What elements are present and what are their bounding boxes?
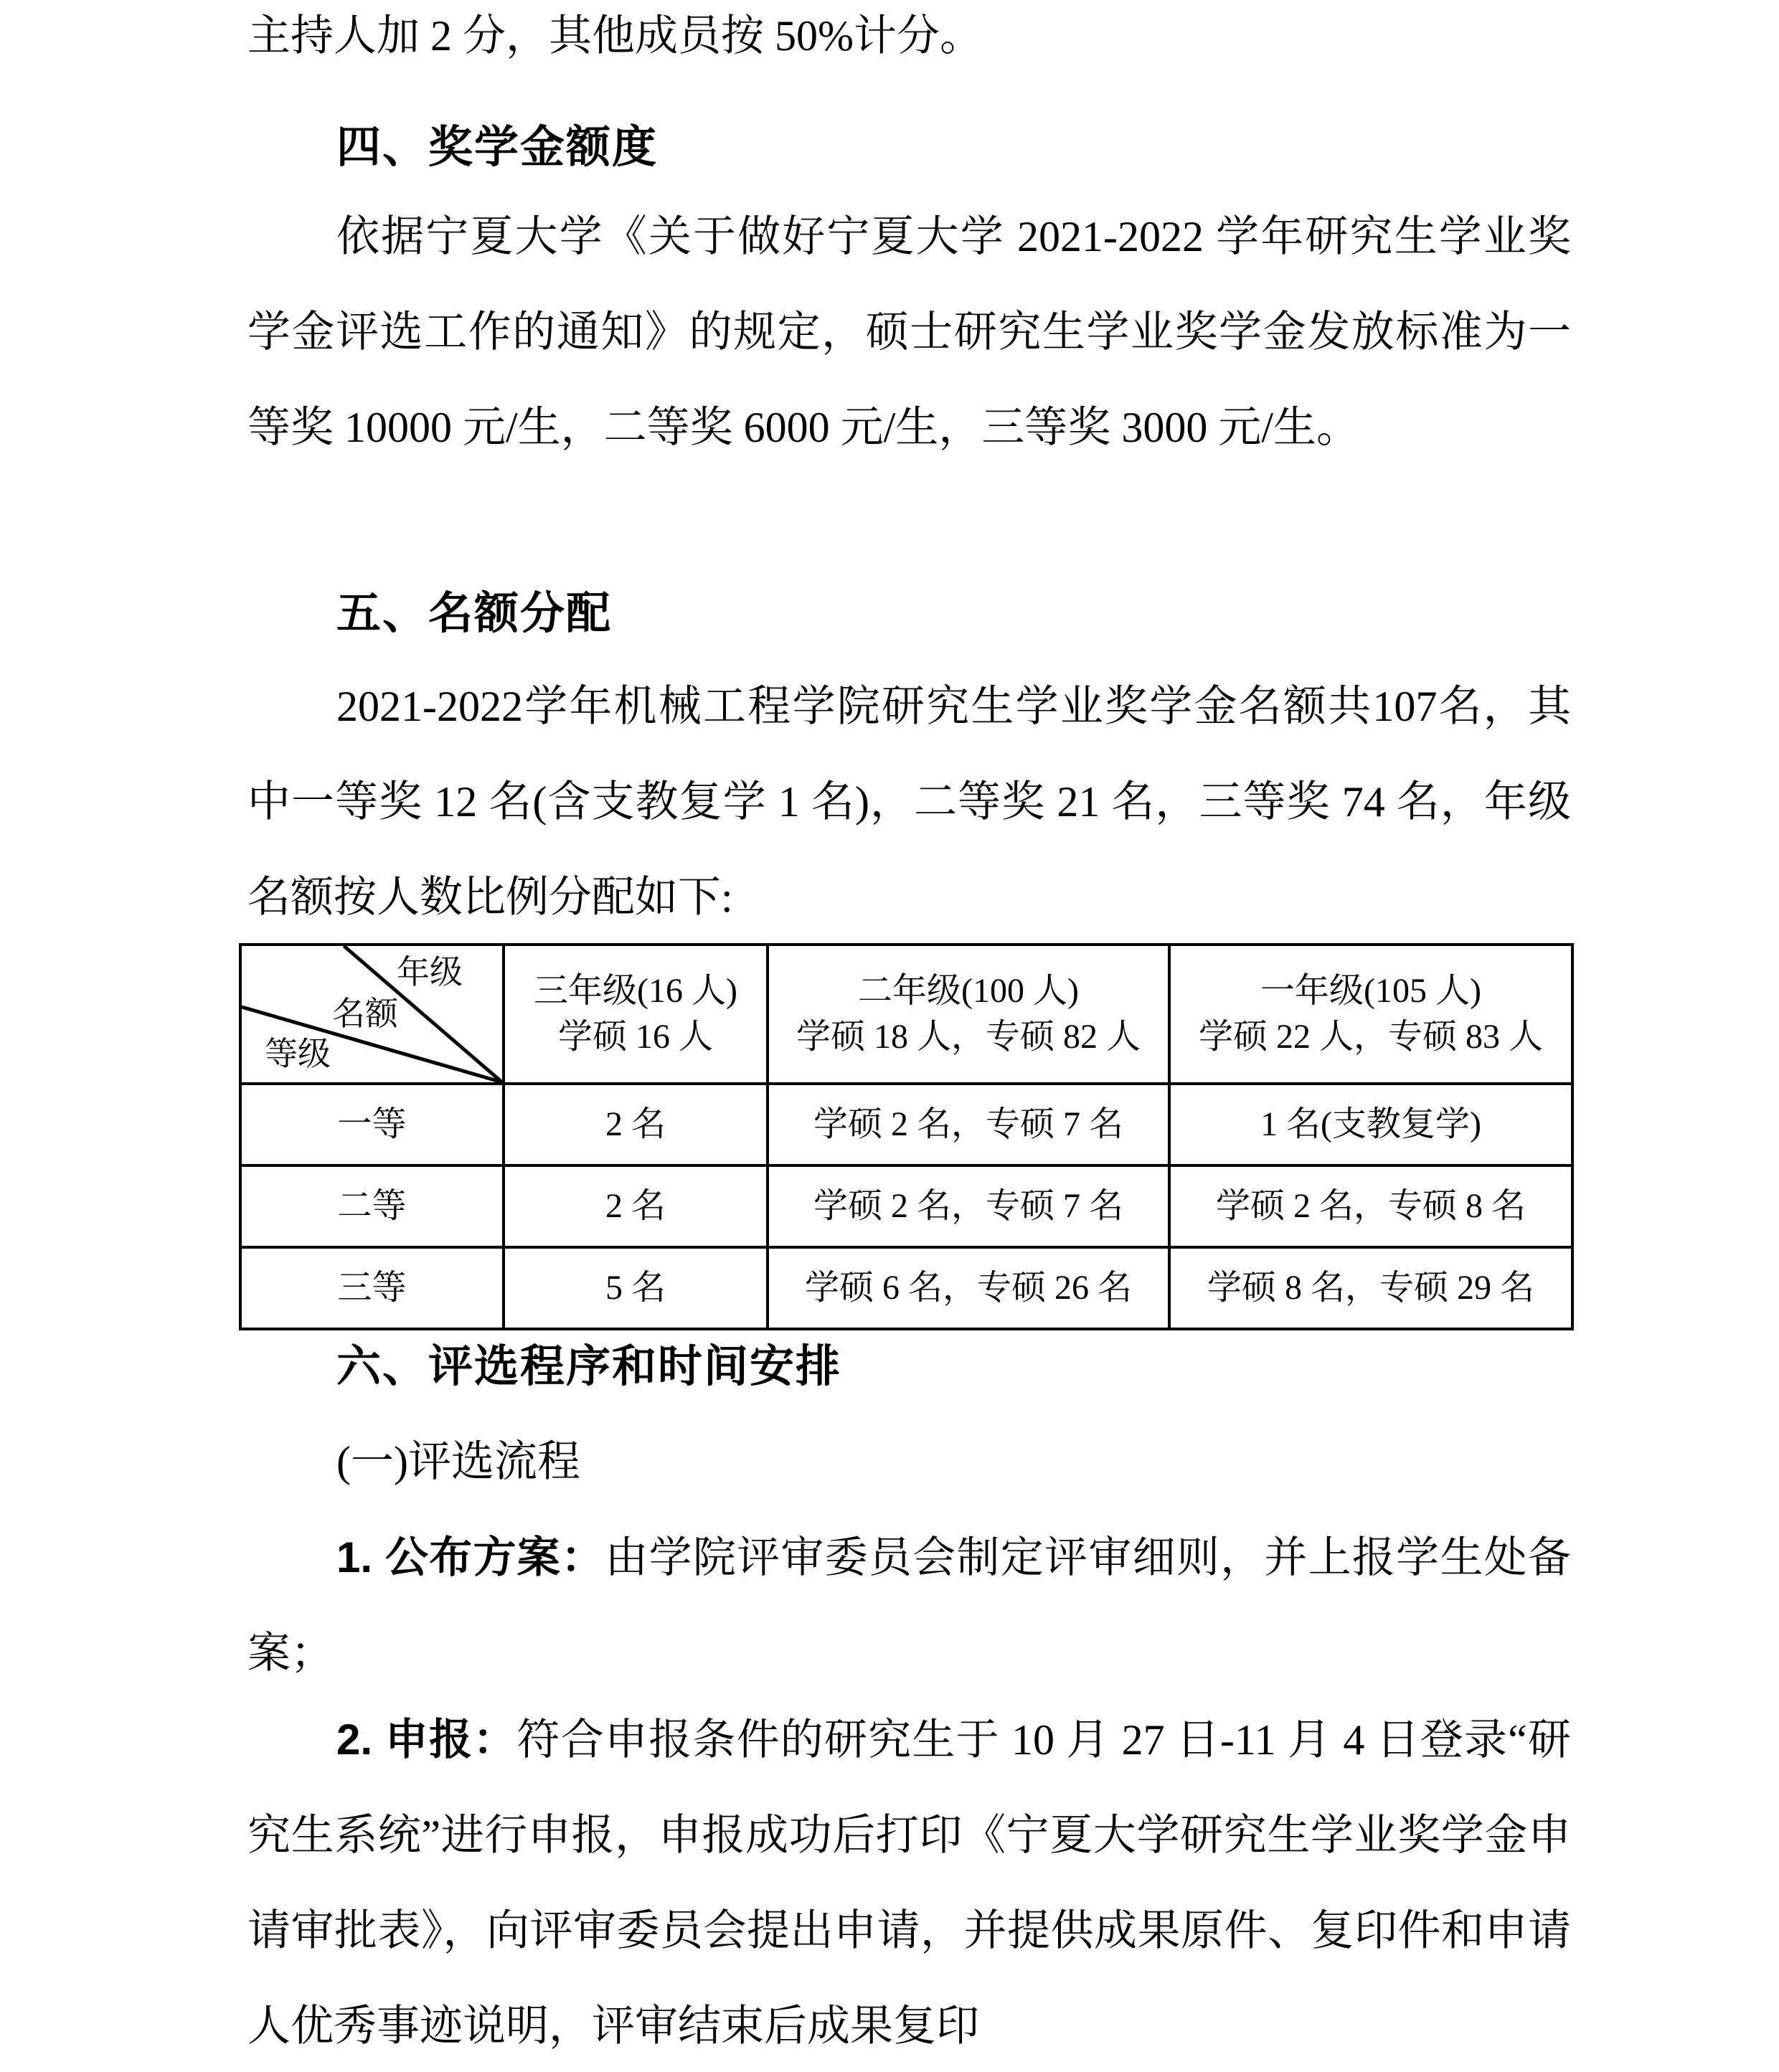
cell-year1: 学硕 2 名，专硕 8 名 — [1169, 1165, 1572, 1247]
corner-label-grade-year: 年级 — [397, 954, 463, 990]
header-year2 — [768, 945, 1169, 1084]
header-year1-title: 一年级(105 人) — [1260, 972, 1481, 1010]
cell-year3: 5 名 — [504, 1247, 768, 1329]
corner-label-quota: 名额 — [332, 995, 398, 1032]
header-year3-detail: 学硕 16 人 — [557, 1018, 713, 1056]
step2-paragraph — [247, 1692, 1571, 2072]
cell-year2: 学硕 2 名，专硕 7 名 — [768, 1165, 1169, 1247]
step2-label: 2. 申报： — [336, 1716, 517, 1764]
header-year3 — [504, 945, 768, 1084]
header-year2-detail: 学硕 18 人，专硕 82 人 — [796, 1018, 1141, 1056]
cell-year3: 2 名 — [504, 1165, 768, 1247]
quota-allocation-table — [239, 943, 1574, 1330]
step1-paragraph — [247, 1510, 1571, 1701]
section6-heading: 六、评选程序和时间安排 — [336, 1342, 842, 1391]
section4-heading: 四、奖学金额度 — [336, 123, 659, 172]
table-row-first-tier — [240, 1084, 1572, 1165]
table-row-second-tier — [240, 1165, 1572, 1247]
cell-grade: 二等 — [240, 1165, 504, 1247]
cell-year2: 学硕 2 名，专硕 7 名 — [768, 1084, 1169, 1165]
section5-paragraph: 2021-2022学年机械工程学院研究生学业奖学金名额共107名，其中一等奖 12 名(含支教复学 1 名)，二等奖 21 名，三等奖 74 名，年级名额按人数比例分配如下: — [247, 683, 1571, 921]
cell-year3: 2 名 — [504, 1084, 768, 1165]
section4-paragraph: 依据宁夏大学《关于做好宁夏大学 2021-2022 学年研究生学业奖学金评选工作的通知》的规定，硕士研究生学业奖学金发放标准为一等奖 10000 元/生，二等奖 6000 元/生，三等奖 3000 元/生。 — [247, 213, 1571, 451]
cell-grade: 一等 — [240, 1084, 504, 1165]
header-year1-detail: 学硕 22 人，专硕 83 人 — [1198, 1018, 1543, 1056]
cell-grade: 三等 — [240, 1247, 504, 1329]
step1-text: 由学院评审委员会制定评审细则，并上报学生处备案； — [247, 1534, 1571, 1677]
step2-text: 符合申报条件的研究生于 10 月 27 日-11 月 4 日登录“研究生系统”进行申报，申报成功后打印《宁夏大学研究生学业奖学金申请审批表》，向评审委员会提出申请，并提供成果原件、复印件和申请人优秀事迹说明，评审结束后成果复印 — [247, 1716, 1571, 2050]
header-year1 — [1169, 945, 1572, 1084]
page-content — [247, 0, 1571, 2072]
section5-heading: 五、名额分配 — [336, 589, 613, 638]
section6-subheading: (一)评选流程 — [336, 1438, 580, 1485]
table-row-third-tier — [240, 1247, 1572, 1329]
header-year2-title: 二年级(100 人) — [858, 972, 1079, 1010]
cell-year2: 学硕 6 名，专硕 26 名 — [768, 1247, 1169, 1329]
cell-year1: 学硕 8 名，专硕 29 名 — [1169, 1247, 1572, 1329]
closing-line: 主持人加 2 分，其他成员按 50%计分。 — [247, 12, 983, 60]
table-header-row — [240, 945, 1572, 1084]
table-corner-cell — [240, 945, 504, 1084]
header-year3-title: 三年级(16 人) — [534, 972, 737, 1010]
corner-label-tier: 等级 — [265, 1036, 331, 1072]
cell-year1: 1 名(支教复学) — [1169, 1084, 1572, 1165]
step1-label: 1. 公布方案： — [336, 1533, 605, 1581]
